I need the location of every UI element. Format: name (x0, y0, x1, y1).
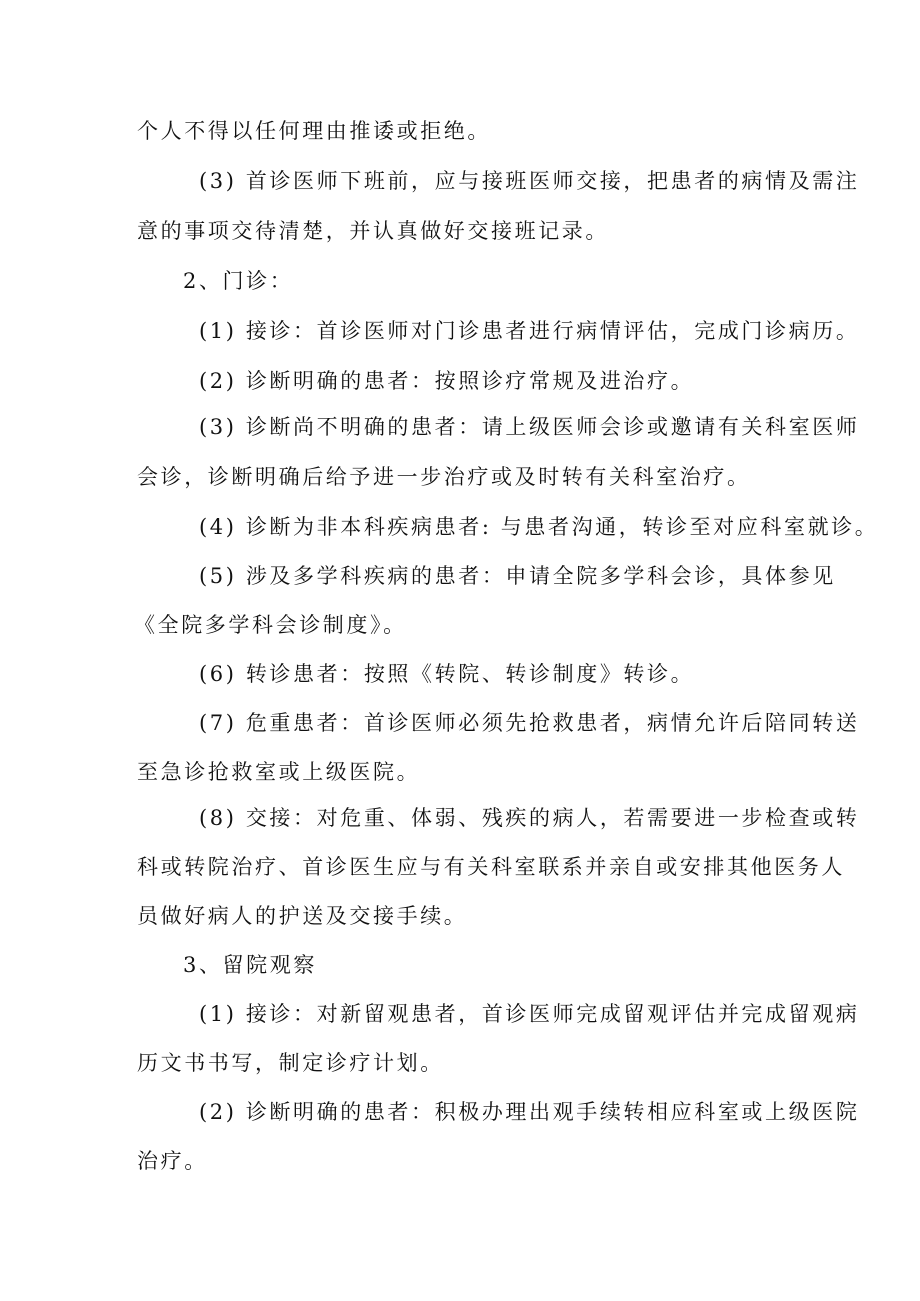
paragraph-line: 至急诊抢救室或上级医院。 (137, 760, 421, 784)
paragraph-line: (2) 诊断明确的患者：积极办理出观手续转相应科室或上级医院 (199, 1100, 860, 1124)
paragraph-line: (6) 转诊患者：按照《转院、转诊制度》转诊。 (199, 662, 695, 686)
paragraph-line: 个人不得以任何理由推诿或拒绝。 (137, 119, 491, 143)
section-heading: 2、门诊： (183, 269, 294, 293)
paragraph-line: (2) 诊断明确的患者：按照诊疗常规及进治疗。 (199, 369, 695, 393)
paragraph-line: (5) 涉及多学科疾病的患者：申请全院多学科会诊，具体参见 (199, 564, 836, 588)
paragraph-line: (1) 接诊：首诊医师对门诊患者进行病情评估，完成门诊病历。 (199, 319, 860, 343)
paragraph-line: 历文书书写，制定诊疗计划。 (137, 1051, 444, 1075)
paragraph-line: (1) 接诊：对新留观患者，首诊医师完成留观评估并完成留观病 (199, 1002, 860, 1026)
paragraph-line: (4) 诊断为非本科疾病患者: 与患者沟通，转诊至对应科室就诊。 (199, 515, 879, 539)
paragraph-line: 员做好病人的护送及交接手续。 (137, 904, 468, 928)
paragraph-line: 会诊，诊断明确后给予进一步治疗或及时转有关科室治疗。 (137, 465, 751, 489)
paragraph-line: (7) 危重患者：首诊医师必须先抢救患者，病情允许后陪同转送 (199, 711, 860, 735)
paragraph-line: 治疗。 (137, 1149, 208, 1173)
paragraph-line: (8) 交接：对危重、体弱、残疾的病人，若需要进一步检查或转 (199, 806, 860, 830)
paragraph-line: (3) 诊断尚不明确的患者：请上级医师会诊或邀请有关科室医师 (199, 415, 860, 439)
paragraph-line: 意的事项交待清楚，并认真做好交接班记录。 (137, 219, 609, 243)
paragraph-line: (3) 首诊医师下班前，应与接班医师交接，把患者的病情及需注 (199, 169, 860, 193)
paragraph-line: 科或转院治疗、首诊医生应与有关科室联系并亲自或安排其他医务人 (137, 855, 845, 879)
paragraph-line: 《全院多学科会诊制度》。 (134, 613, 407, 637)
section-heading: 3、留院观察 (183, 953, 317, 977)
